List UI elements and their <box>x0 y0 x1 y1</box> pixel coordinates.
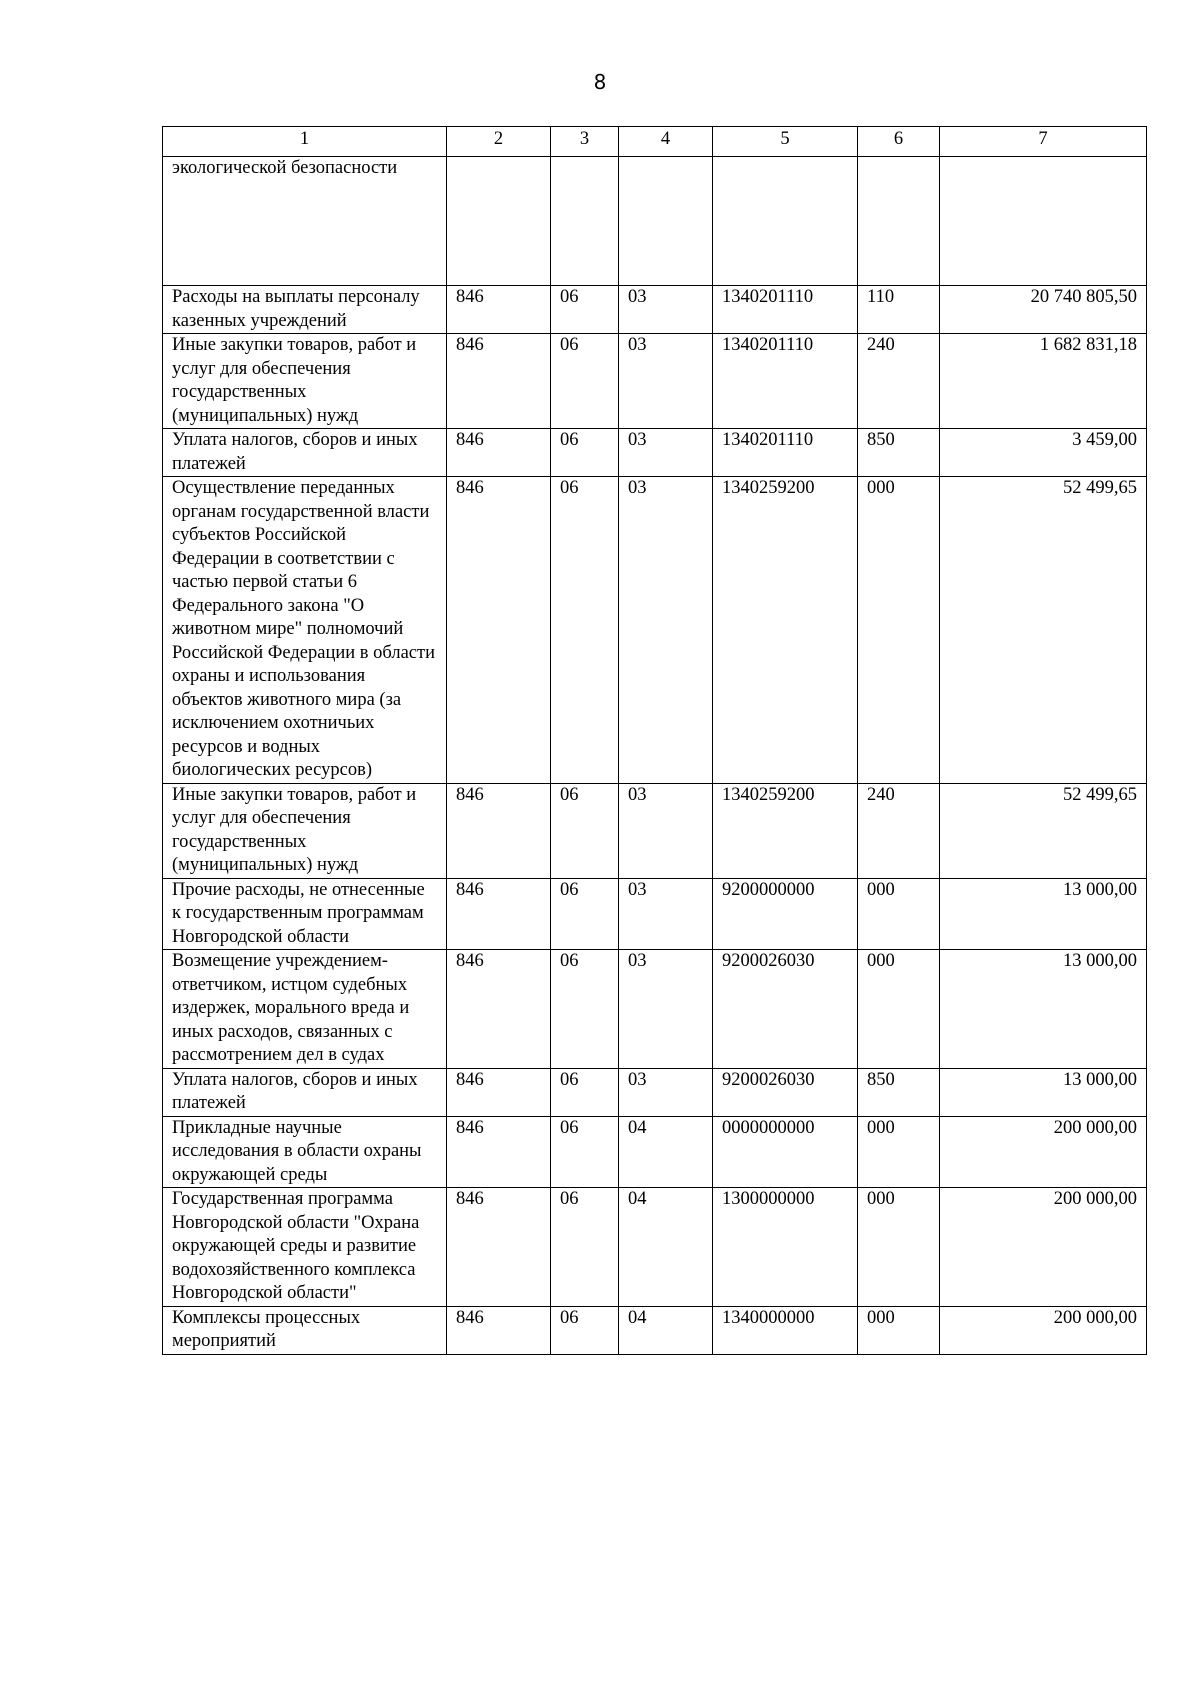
table-row <box>163 878 1147 950</box>
target-article-code: 9200026030 <box>713 950 858 1069</box>
subsection-code: 03 <box>619 878 713 950</box>
admin-code: 846 <box>447 477 551 784</box>
column-header: 1 <box>163 127 447 157</box>
subsection-code <box>619 157 713 286</box>
admin-code: 846 <box>447 1306 551 1354</box>
table-row <box>163 950 1147 1069</box>
expense-type-code: 110 <box>858 286 940 334</box>
column-header: 5 <box>713 127 858 157</box>
subsection-code: 03 <box>619 477 713 784</box>
expense-type-code: 240 <box>858 783 940 878</box>
target-article-code: 1340259200 <box>713 783 858 878</box>
section-code: 06 <box>551 1068 619 1116</box>
table-row <box>163 334 1147 429</box>
row-description: Комплексы процессных мероприятий <box>163 1306 447 1354</box>
section-code: 06 <box>551 950 619 1069</box>
subsection-code: 03 <box>619 1068 713 1116</box>
expense-type-code: 000 <box>858 878 940 950</box>
amount: 13 000,00 <box>940 878 1147 950</box>
row-description: Осуществление переданных органам государственной власти субъектов Российской Федерации в соответствии с частью первой статьи 6 Федерального закона "О животном мире" полномочий Российской Федерации в области охраны и использования объектов животного мира (за исключением охотничьих ресурсов и водных биологических ресурсов) <box>163 477 447 784</box>
row-description: Прикладные научные исследования в области охраны окружающей среды <box>163 1116 447 1188</box>
admin-code: 846 <box>447 286 551 334</box>
row-description: Расходы на выплаты персоналу казенных учреждений <box>163 286 447 334</box>
admin-code: 846 <box>447 1116 551 1188</box>
table-row <box>163 286 1147 334</box>
table-body <box>163 157 1147 1355</box>
amount: 52 499,65 <box>940 477 1147 784</box>
section-code: 06 <box>551 878 619 950</box>
column-header: 3 <box>551 127 619 157</box>
table-row <box>163 1306 1147 1354</box>
table-row <box>163 477 1147 784</box>
row-description: Государственная программа Новгородской области "Охрана окружающей среды и развитие водохозяйственного комплекса Новгородской области" <box>163 1188 447 1307</box>
table-row <box>163 1068 1147 1116</box>
expense-type-code: 850 <box>858 429 940 477</box>
section-code: 06 <box>551 477 619 784</box>
amount: 20 740 805,50 <box>940 286 1147 334</box>
expense-type-code: 000 <box>858 1188 940 1307</box>
section-code: 06 <box>551 1116 619 1188</box>
target-article-code <box>713 157 858 286</box>
subsection-code: 03 <box>619 286 713 334</box>
amount <box>940 157 1147 286</box>
target-article-code: 9200000000 <box>713 878 858 950</box>
target-article-code: 1340259200 <box>713 477 858 784</box>
expense-type-code: 000 <box>858 950 940 1069</box>
amount: 13 000,00 <box>940 1068 1147 1116</box>
table-row <box>163 429 1147 477</box>
page-number: 8 <box>593 70 607 94</box>
target-article-code: 0000000000 <box>713 1116 858 1188</box>
admin-code: 846 <box>447 783 551 878</box>
section-code: 06 <box>551 1188 619 1307</box>
column-header: 7 <box>940 127 1147 157</box>
row-description: Прочие расходы, не отнесенные к государственным программам Новгородской области <box>163 878 447 950</box>
row-description: Уплата налогов, сборов и иных платежей <box>163 1068 447 1116</box>
target-article-code: 9200026030 <box>713 1068 858 1116</box>
expense-type-code: 240 <box>858 334 940 429</box>
subsection-code: 04 <box>619 1188 713 1307</box>
expense-type-code: 000 <box>858 477 940 784</box>
amount: 52 499,65 <box>940 783 1147 878</box>
subsection-code: 03 <box>619 334 713 429</box>
expense-type-code: 850 <box>858 1068 940 1116</box>
expense-type-code: 000 <box>858 1306 940 1354</box>
table-row <box>163 157 1147 286</box>
target-article-code: 1340201110 <box>713 429 858 477</box>
row-description: Уплата налогов, сборов и иных платежей <box>163 429 447 477</box>
admin-code: 846 <box>447 429 551 477</box>
column-header: 2 <box>447 127 551 157</box>
section-code: 06 <box>551 286 619 334</box>
subsection-code: 03 <box>619 783 713 878</box>
budget-table <box>162 126 1147 1355</box>
column-header: 6 <box>858 127 940 157</box>
admin-code: 846 <box>447 1188 551 1307</box>
row-description: Иные закупки товаров, работ и услуг для обеспечения государственных (муниципальных) нужд <box>163 334 447 429</box>
subsection-code: 03 <box>619 950 713 1069</box>
amount: 13 000,00 <box>940 950 1147 1069</box>
admin-code: 846 <box>447 950 551 1069</box>
section-code <box>551 157 619 286</box>
amount: 200 000,00 <box>940 1306 1147 1354</box>
row-description: Возмещение учреждением-ответчиком, истцом судебных издержек, морального вреда и иных расходов, связанных с рассмотрением дел в судах <box>163 950 447 1069</box>
subsection-code: 03 <box>619 429 713 477</box>
amount: 1 682 831,18 <box>940 334 1147 429</box>
admin-code: 846 <box>447 878 551 950</box>
subsection-code: 04 <box>619 1116 713 1188</box>
admin-code: 846 <box>447 334 551 429</box>
subsection-code: 04 <box>619 1306 713 1354</box>
section-code: 06 <box>551 783 619 878</box>
amount: 3 459,00 <box>940 429 1147 477</box>
admin-code <box>447 157 551 286</box>
amount: 200 000,00 <box>940 1188 1147 1307</box>
admin-code: 846 <box>447 1068 551 1116</box>
column-header: 4 <box>619 127 713 157</box>
row-description: Иные закупки товаров, работ и услуг для обеспечения государственных (муниципальных) нужд <box>163 783 447 878</box>
amount: 200 000,00 <box>940 1116 1147 1188</box>
section-code: 06 <box>551 429 619 477</box>
expense-type-code: 000 <box>858 1116 940 1188</box>
target-article-code: 1300000000 <box>713 1188 858 1307</box>
table-row <box>163 1188 1147 1307</box>
row-description: экологической безопасности <box>163 157 447 286</box>
expense-type-code <box>858 157 940 286</box>
target-article-code: 1340000000 <box>713 1306 858 1354</box>
table-header-row <box>163 127 1147 157</box>
section-code: 06 <box>551 1306 619 1354</box>
target-article-code: 1340201110 <box>713 334 858 429</box>
table-row <box>163 1116 1147 1188</box>
section-code: 06 <box>551 334 619 429</box>
table-row <box>163 783 1147 878</box>
target-article-code: 1340201110 <box>713 286 858 334</box>
